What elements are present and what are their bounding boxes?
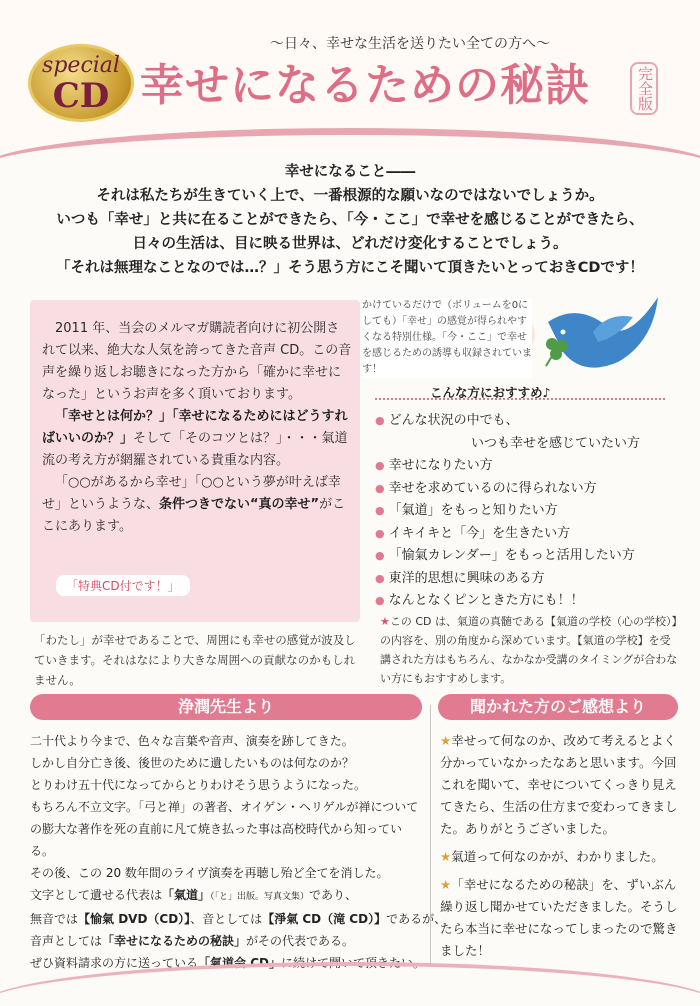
review-text: 「幸せになるための秘訣」を、ずいぶん繰り返し聞かせていただきました。そうしたら本当に幸せになってしまったので驚きました！ [440, 877, 678, 958]
message-line: その後、この 20 数年間のライヴ演奏を再聴し殆ど全てを消した。 [30, 866, 389, 880]
message-span: であり、 [309, 888, 358, 902]
message-line: しかし自分亡き後、後世のために遺したいものは何なのか？ [30, 756, 355, 770]
star-icon: ★ [440, 877, 452, 892]
recommend-heading: こんな方におすすめ♪ [430, 385, 551, 400]
subtitle: ～日々、幸せな生活を送りたい全ての方へ～ [270, 36, 550, 52]
review-item [440, 730, 680, 840]
bird-icon [538, 282, 678, 382]
message-span: であるが、 [386, 912, 447, 926]
list-item: ● 東洋的思想に興味のある方 [375, 568, 675, 591]
star-icon: ★ [380, 615, 390, 628]
description-bold: 「幸せとは何か？」「幸せになるためにはどうすればいいのか？」 [42, 409, 348, 446]
list-item: ● 「愉氣カレンダー」をもっと活用したい方 [375, 545, 675, 568]
star-icon: ★ [440, 849, 452, 864]
message-span: 、音としては [190, 912, 263, 926]
message-span: がその代表である。 [246, 934, 355, 948]
description-paragraph [42, 472, 352, 538]
list-item: ● なんとなくピンときた方にも！！ [375, 590, 675, 613]
section-divider [430, 705, 431, 967]
description-text [42, 318, 352, 538]
contribution-text: 「わたし」が幸せであることで、周囲にも幸せの感覚が波及していきます。それはなにより大きな周囲への貢献なのかもしれません。 [34, 633, 356, 687]
special-cd-badge [28, 44, 134, 122]
reviews-list [440, 730, 680, 962]
message-bold: 「幸せになるための秘訣」 [102, 934, 247, 948]
list-item: ● 幸せになりたい方 [375, 455, 675, 478]
badge-bottom-text: CD [52, 76, 110, 116]
description-span: 「○○があるから幸せ」「○○という夢が叶えば幸せ」というような、 [42, 475, 341, 512]
message-line: 二十代より今まで、色々な言葉や音声、演奏を跡してきた。 [30, 734, 354, 748]
recommend-list [375, 410, 675, 613]
intro-line: いつも「幸せ」と共に在ることができたら、「今・ここ」で幸せを感じることができたら、 [56, 212, 644, 228]
review-item [440, 874, 680, 962]
reviews-heading: 聞かれた方のご感想より [438, 694, 678, 720]
description-span: そして「そのコツとは？」・・・氣道流の考え方が網羅されている貴重な内容。 [42, 431, 348, 468]
review-item [440, 846, 680, 868]
message-bold: 「氣道」 [162, 888, 211, 902]
message-line [30, 884, 430, 908]
teacher-message [30, 730, 447, 974]
message-line [30, 908, 447, 930]
list-item: ● 幸せを求めているのに得られない方 [375, 478, 675, 501]
message-span: 無音では [30, 912, 79, 926]
message-span: 文字として遺せる代表は [30, 888, 163, 902]
review-text: 幸せって何なのか、改めて考えるとよく分かっていなかったなあと思います。今回これを聞いて、幸せについてくっきり見えてきたら、生活の仕方まで変わってきました。ありがとうございました。 [440, 733, 678, 836]
note-text: この CD は、氣道の真髄である【氣道の学校（心の学校）】の内容を、別の角度から深めています。【氣道の学校】を受講された方はもちろん、なかなか受講のタイミングが合わない方にもおすすめします。 [380, 615, 678, 685]
intro-line: 「それは無理なことなのでは…？」そう思う方にこそ聞いて頂きたいとっておきCDです！ [56, 260, 644, 276]
message-small: （「と」出版。写真文集） [210, 892, 310, 902]
message-bold: 「氣道会 CD」 [198, 956, 281, 970]
teacher-heading: 浄潤先生より [30, 694, 422, 720]
intro-text [20, 160, 680, 280]
list-item-continued: いつも幸せを感じていたい方 [471, 435, 641, 451]
badge-top-text: special [42, 53, 120, 78]
message-line [30, 930, 430, 952]
message-span: ぜひ資料請求の方に送っている [30, 956, 199, 970]
message-span: に続けて聞いて頂きたい。 [280, 956, 425, 970]
description-span: がここにあります。 [42, 497, 346, 534]
description-bold: 条件つきでない“真の幸せ” [159, 497, 320, 512]
cd-note [380, 612, 680, 688]
recommend-divider [375, 398, 665, 400]
star-icon: ★ [440, 733, 452, 748]
page-title: 幸せになるための秘訣 [140, 60, 590, 111]
list-item: ● どんな状況の中でも、 [375, 410, 675, 433]
intro-line: 日々の生活は、目に映る世界は、どれだけ変化することでしょう。 [132, 236, 568, 252]
description-paragraph [42, 406, 352, 472]
list-item: ● 「氣道」をもっと知りたい方 [375, 500, 675, 523]
list-item: ● イキイキと「今」を生きたい方 [375, 523, 675, 546]
review-text: 氣道って何なのかが、わかりました。 [451, 849, 664, 864]
bonus-label: 「特典CD付です！」 [56, 575, 190, 596]
message-bold: 【淨氣 CD（滝 CD）】 [262, 912, 387, 926]
edition-label: 完全版 [630, 62, 658, 115]
message-bold: 【愉氣 DVD（CD）】 [78, 912, 191, 926]
cd-feature-note: かけているだけで（ボリュームを0にしても）「幸せ」の感覚が得られやすくなる特別仕様。「今・ここ」で幸せを感じるための誘導も収録されています！ [362, 298, 532, 378]
intro-line: 幸せになること―― [284, 164, 416, 180]
message-span: 音声としては [30, 934, 103, 948]
message-line: もちろん不立文字。「弓と禅」の著者、オイゲン・ヘリゲルが禅についての膨大な著作を死の直前に凡て焼き払った事は高校時代から知っている。 [30, 800, 419, 858]
description-paragraph: 2011 年、当会のメルマガ購読者向けに初公開されて以来、絶大な人気を誇ってきた音声 CD。この音声を繰り返しお聴きになった方から「確かに幸せになった」というお声を多く頂いております。 [42, 321, 352, 402]
message-line: とりわけ五十代になってからとりわけそう思うようになった。 [30, 778, 367, 792]
intro-line: それは私たちが生きていく上で、一番根源的な願いなのではないでしょうか。 [96, 188, 604, 204]
